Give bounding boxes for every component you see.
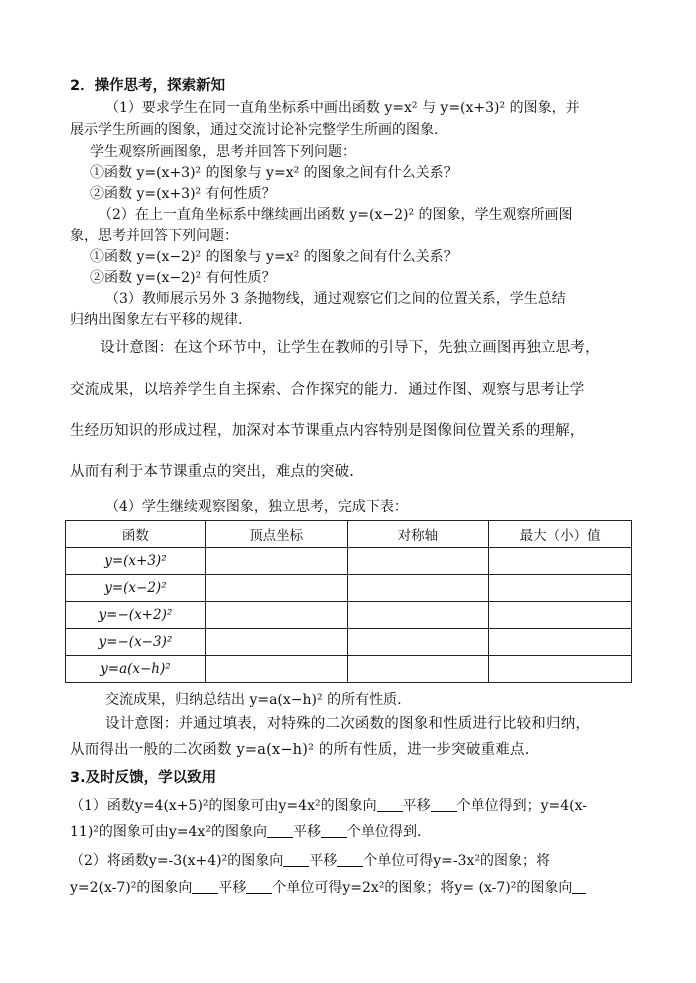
design-intent-1-line-1: 设计意图：在这个环节中，让学生在教师的引导下，先独立画图再独立思考，: [100, 340, 600, 356]
table-row: [66, 656, 632, 683]
table-cell-axis[interactable]: [347, 575, 489, 602]
exercise-2-line-2: [70, 878, 586, 898]
table-cell-function: y=−(x+2)²: [66, 602, 206, 629]
header-vertex: 顶点坐标: [205, 521, 347, 548]
paragraph-1-line-1: （1）要求学生在同一直角坐标系中画出函数 y=x² 与 y=(x+3)² 的图象，并: [105, 100, 580, 116]
design-intent-2-line-2: 从而得出一般的二次函数 y=a(x−h)² 的所有性质，进一步突破重难点.: [70, 742, 530, 758]
table-cell-vertex[interactable]: [205, 629, 347, 656]
exercise-text: y=2(x-7)²的图象向: [70, 880, 193, 896]
design-intent-1-line-4: 从而有利于本节课重点的突出，难点的突破.: [70, 464, 355, 480]
answer-blank[interactable]: [377, 797, 403, 812]
exercise-2-line-1: [70, 851, 550, 871]
table-cell-axis[interactable]: [347, 548, 489, 575]
header-function: 函数: [66, 521, 206, 548]
exercise-text: 个单位可得y=-3x²的图象；将: [363, 853, 551, 869]
paragraph-2-line-2: 象，思考并回答下列问题：: [70, 228, 238, 244]
table-cell-axis[interactable]: [347, 629, 489, 656]
answer-blank[interactable]: [283, 852, 309, 867]
table-cell-vertex[interactable]: [205, 548, 347, 575]
exercise-text: 平移: [402, 798, 431, 814]
table-header-row: [66, 521, 632, 548]
table-cell-vertex[interactable]: [205, 575, 347, 602]
answer-blank[interactable]: [321, 823, 347, 838]
table-cell-vertex[interactable]: [205, 602, 347, 629]
table-cell-extreme[interactable]: [489, 602, 632, 629]
exercise-text: （1）函数y=4(x+5)²的图象可由y=4x²的图象向: [70, 798, 377, 814]
answer-blank[interactable]: [337, 852, 363, 867]
question-2: ②函数 y=(x+3)² 有何性质？: [90, 186, 276, 202]
paragraph-1-line-3: 学生观察所画图象，思考并回答下列问题：: [90, 144, 356, 160]
table-cell-extreme[interactable]: [489, 629, 632, 656]
header-extreme: 最大（小）值: [489, 521, 632, 548]
exercise-text: （2）将函数y=-3(x+4)²的图象向: [70, 853, 284, 869]
table-cell-axis[interactable]: [347, 656, 489, 683]
section-3-heading: 3.及时反馈，学以致用: [70, 770, 217, 786]
paragraph-4: （4）学生继续观察图象，独立思考，完成下表：: [105, 499, 408, 515]
exercise-text: 个单位得到；y=4(x-: [456, 798, 587, 814]
table-row: [66, 575, 632, 602]
paragraph-3-line-1: （3）教师展示另外 3 条抛物线，通过观察它们之间的位置关系，学生总结: [105, 291, 566, 307]
section-2-heading: 2．操作思考，探索新知: [70, 78, 226, 94]
exercise-text: 个单位得到.: [346, 824, 422, 840]
table-row: [66, 629, 632, 656]
summary-line: 交流成果，归纳总结出 y=a(x−h)² 的所有性质.: [105, 692, 402, 708]
design-intent-1-line-3: 生经历知识的形成过程，加深对本节课重点内容特别是图像间位置关系的理解，: [70, 423, 585, 439]
table-cell-axis[interactable]: [347, 602, 489, 629]
header-axis: 对称轴: [347, 521, 489, 548]
question-4: ②函数 y=(x−2)² 有何性质？: [90, 270, 276, 286]
answer-blank[interactable]: [267, 823, 293, 838]
table-cell-function: y=(x+3)²: [66, 548, 206, 575]
table-cell-function: y=(x−2)²: [66, 575, 206, 602]
paragraph-1-line-2: 展示学生所画的图象，通过交流讨论补完整学生所画的图象.: [70, 122, 439, 138]
answer-blank[interactable]: [192, 879, 218, 894]
question-1: ①函数 y=(x+3)² 的图象与 y=x² 的图象之间有什么关系？: [90, 165, 458, 181]
exercise-1-line-2: [70, 822, 421, 842]
exercise-text: 平移: [292, 824, 321, 840]
table-cell-extreme[interactable]: [489, 656, 632, 683]
design-intent-1-line-2: 交流成果，以培养学生自主探索、合作探究的能力．通过作图、观察与思考让学: [70, 382, 585, 398]
table-row: [66, 548, 632, 575]
design-intent-2-line-1: 设计意图：并通过填表，对特殊的二次函数的图象和性质进行比较和归纳，: [105, 716, 591, 732]
exercise-text: 平移: [309, 853, 338, 869]
table-row: [66, 602, 632, 629]
answer-blank[interactable]: [572, 879, 586, 894]
exercise-text: 11)²的图象可由y=4x²的图象向: [70, 824, 267, 840]
exercise-1-line-1: [70, 796, 587, 816]
paragraph-3-line-2: 归纳出图象左右平移的规律.: [70, 312, 243, 328]
table-cell-extreme[interactable]: [489, 575, 632, 602]
table-cell-vertex[interactable]: [205, 656, 347, 683]
table-cell-extreme[interactable]: [489, 548, 632, 575]
properties-table: [65, 520, 632, 683]
table-cell-function: y=a(x−h)²: [66, 656, 206, 683]
exercise-text: 个单位可得y=2x²的图象；将y= (x-7)²的图象向: [272, 880, 573, 896]
answer-blank[interactable]: [431, 797, 457, 812]
answer-blank[interactable]: [246, 879, 272, 894]
question-3: ①函数 y=(x−2)² 的图象与 y=x² 的图象之间有什么关系？: [90, 249, 458, 265]
table-cell-function: y=−(x−3)²: [66, 629, 206, 656]
exercise-text: 平移: [218, 880, 247, 896]
paragraph-2-line-1: （2）在上一直角坐标系中继续画出函数 y=(x−2)² 的图象，学生观察所画图: [98, 207, 573, 223]
